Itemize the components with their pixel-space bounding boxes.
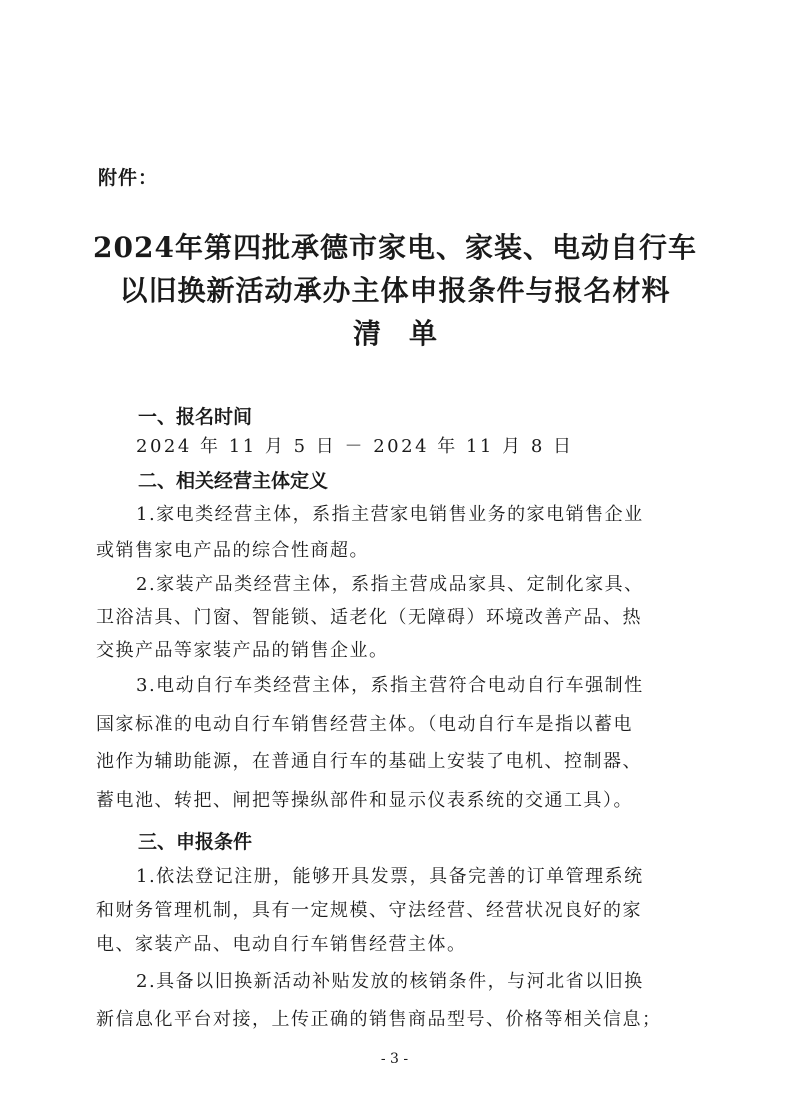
paragraph-line: 2.具备以旧换新活动补贴发放的核销条件，与河北省以旧换 bbox=[136, 971, 644, 992]
section-heading-definitions: 二、相关经营主体定义 bbox=[138, 470, 329, 492]
section-heading-conditions: 三、申报条件 bbox=[138, 831, 253, 853]
title-line-3: 清单 bbox=[352, 317, 465, 350]
paragraph-line: 或销售家电产品的综合性商超。 bbox=[96, 540, 369, 561]
page-number: - 3 - bbox=[380, 1051, 409, 1067]
attachment-label: 附件： bbox=[98, 167, 159, 189]
paragraph-line: 卫浴洁具、门窗、智能锁、适老化（无障碍）环境改善产品、热 bbox=[96, 607, 642, 628]
section-heading-registration-time: 一、报名时间 bbox=[138, 406, 253, 428]
document-title bbox=[60, 226, 730, 355]
paragraph-line: 3.电动自行车类经营主体，系指主营符合电动自行车强制性 bbox=[136, 675, 644, 696]
paragraph-line: 蓄电池、转把、闸把等操纵部件和显示仪表系统的交通工具）。 bbox=[96, 790, 633, 811]
registration-date-range: 2024 年 11 月 5 日 － 2024 年 11 月 8 日 bbox=[136, 436, 574, 457]
paragraph-line: 和财务管理机制，具有一定规模、守法经营、经营状况良好的家 bbox=[96, 900, 642, 921]
title-line-1: 2024年第四批承德市家电、家装、电动自行车 bbox=[93, 231, 697, 264]
paragraph-line: 新信息化平台对接，上传正确的销售商品型号、价格等相关信息； bbox=[96, 1009, 662, 1030]
paragraph-line: 1.家电类经营主体，系指主营家电销售业务的家电销售企业 bbox=[136, 504, 644, 525]
paragraph-line: 交换产品等家装产品的销售企业。 bbox=[96, 640, 389, 661]
paragraph-line: 2.家装产品类经营主体，系指主营成品家具、定制化家具、 bbox=[136, 574, 644, 595]
paragraph-line: 1.依法登记注册，能够开具发票，具备完善的订单管理系统 bbox=[136, 866, 644, 887]
paragraph-line: 池作为辅助能源，在普通自行车的基础上安装了电机、控制器、 bbox=[96, 751, 642, 772]
paragraph-line: 电、家装产品、电动自行车销售经营主体。 bbox=[96, 934, 467, 955]
title-line-2: 以旧换新活动承办主体申报条件与报名材料 bbox=[119, 274, 671, 307]
paragraph-line: 国家标准的电动自行车销售经营主体。（电动自行车是指以蓄电 bbox=[96, 714, 633, 735]
